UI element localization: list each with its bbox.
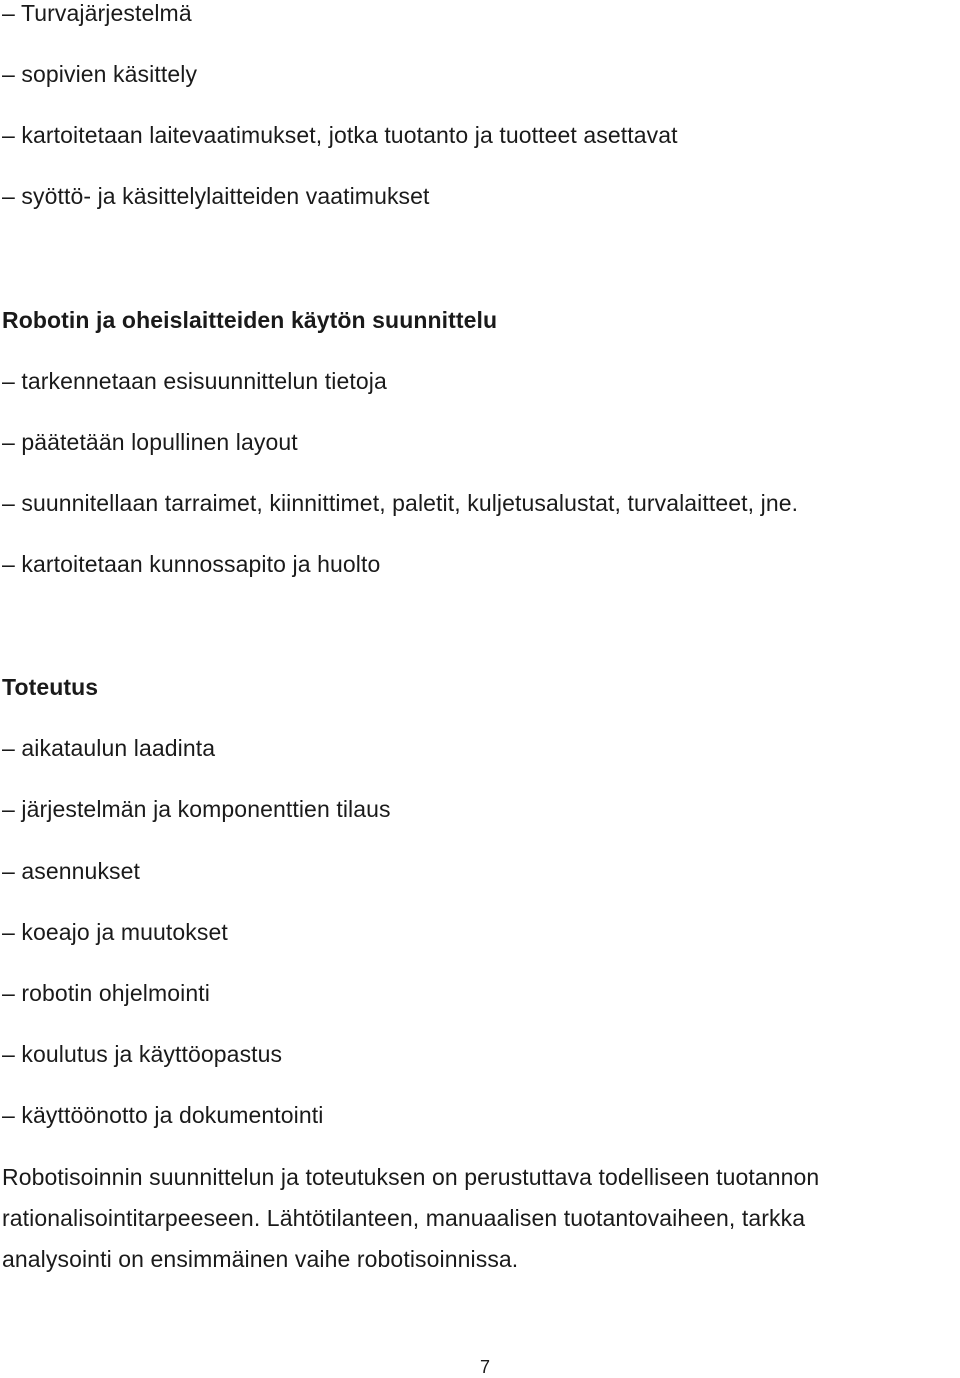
section-heading: Robotin ja oheislaitteiden käytön suunnittelu [2,307,498,333]
list-item: – järjestelmän ja komponenttien tilaus [2,796,391,822]
list-item: – päätetään lopullinen layout [2,429,298,455]
paragraph-line: analysointi on ensimmäinen vaihe robotisoinnissa. [2,1246,519,1272]
list-item: – tarkennetaan esisuunnittelun tietoja [2,368,387,394]
paragraph-line: Robotisoinnin suunnittelun ja toteutuksen on perustuttava todelliseen tuotannon [2,1164,820,1190]
list-item: – sopivien käsittely [2,61,198,87]
list-item: – robotin ohjelmointi [2,980,210,1006]
list-item: – syöttö- ja käsittelylaitteiden vaatimukset [2,183,430,209]
list-item: – koeajo ja muutokset [2,919,228,945]
page-number: 7 [479,1357,490,1377]
list-item: – Turvajärjestelmä [2,0,192,26]
list-item: – aikataulun laadinta [2,735,216,761]
list-item: – kartoitetaan kunnossapito ja huolto [2,551,381,577]
paragraph-line: rationalisointitarpeeseen. Lähtötilanteen, manuaalisen tuotantovaiheen, tarkka [2,1205,806,1231]
list-item: – suunnitellaan tarraimet, kiinnittimet, paletit, kuljetusalustat, turvalaitteet, jne. [2,490,799,516]
list-item: – asennukset [2,858,141,884]
list-item: – kartoitetaan laitevaatimukset, jotka tuotanto ja tuotteet asettavat [2,122,678,148]
list-item: – koulutus ja käyttöopastus [2,1041,283,1067]
list-item: – käyttöönotto ja dokumentointi [2,1102,324,1128]
section-heading: Toteutus [2,674,99,700]
